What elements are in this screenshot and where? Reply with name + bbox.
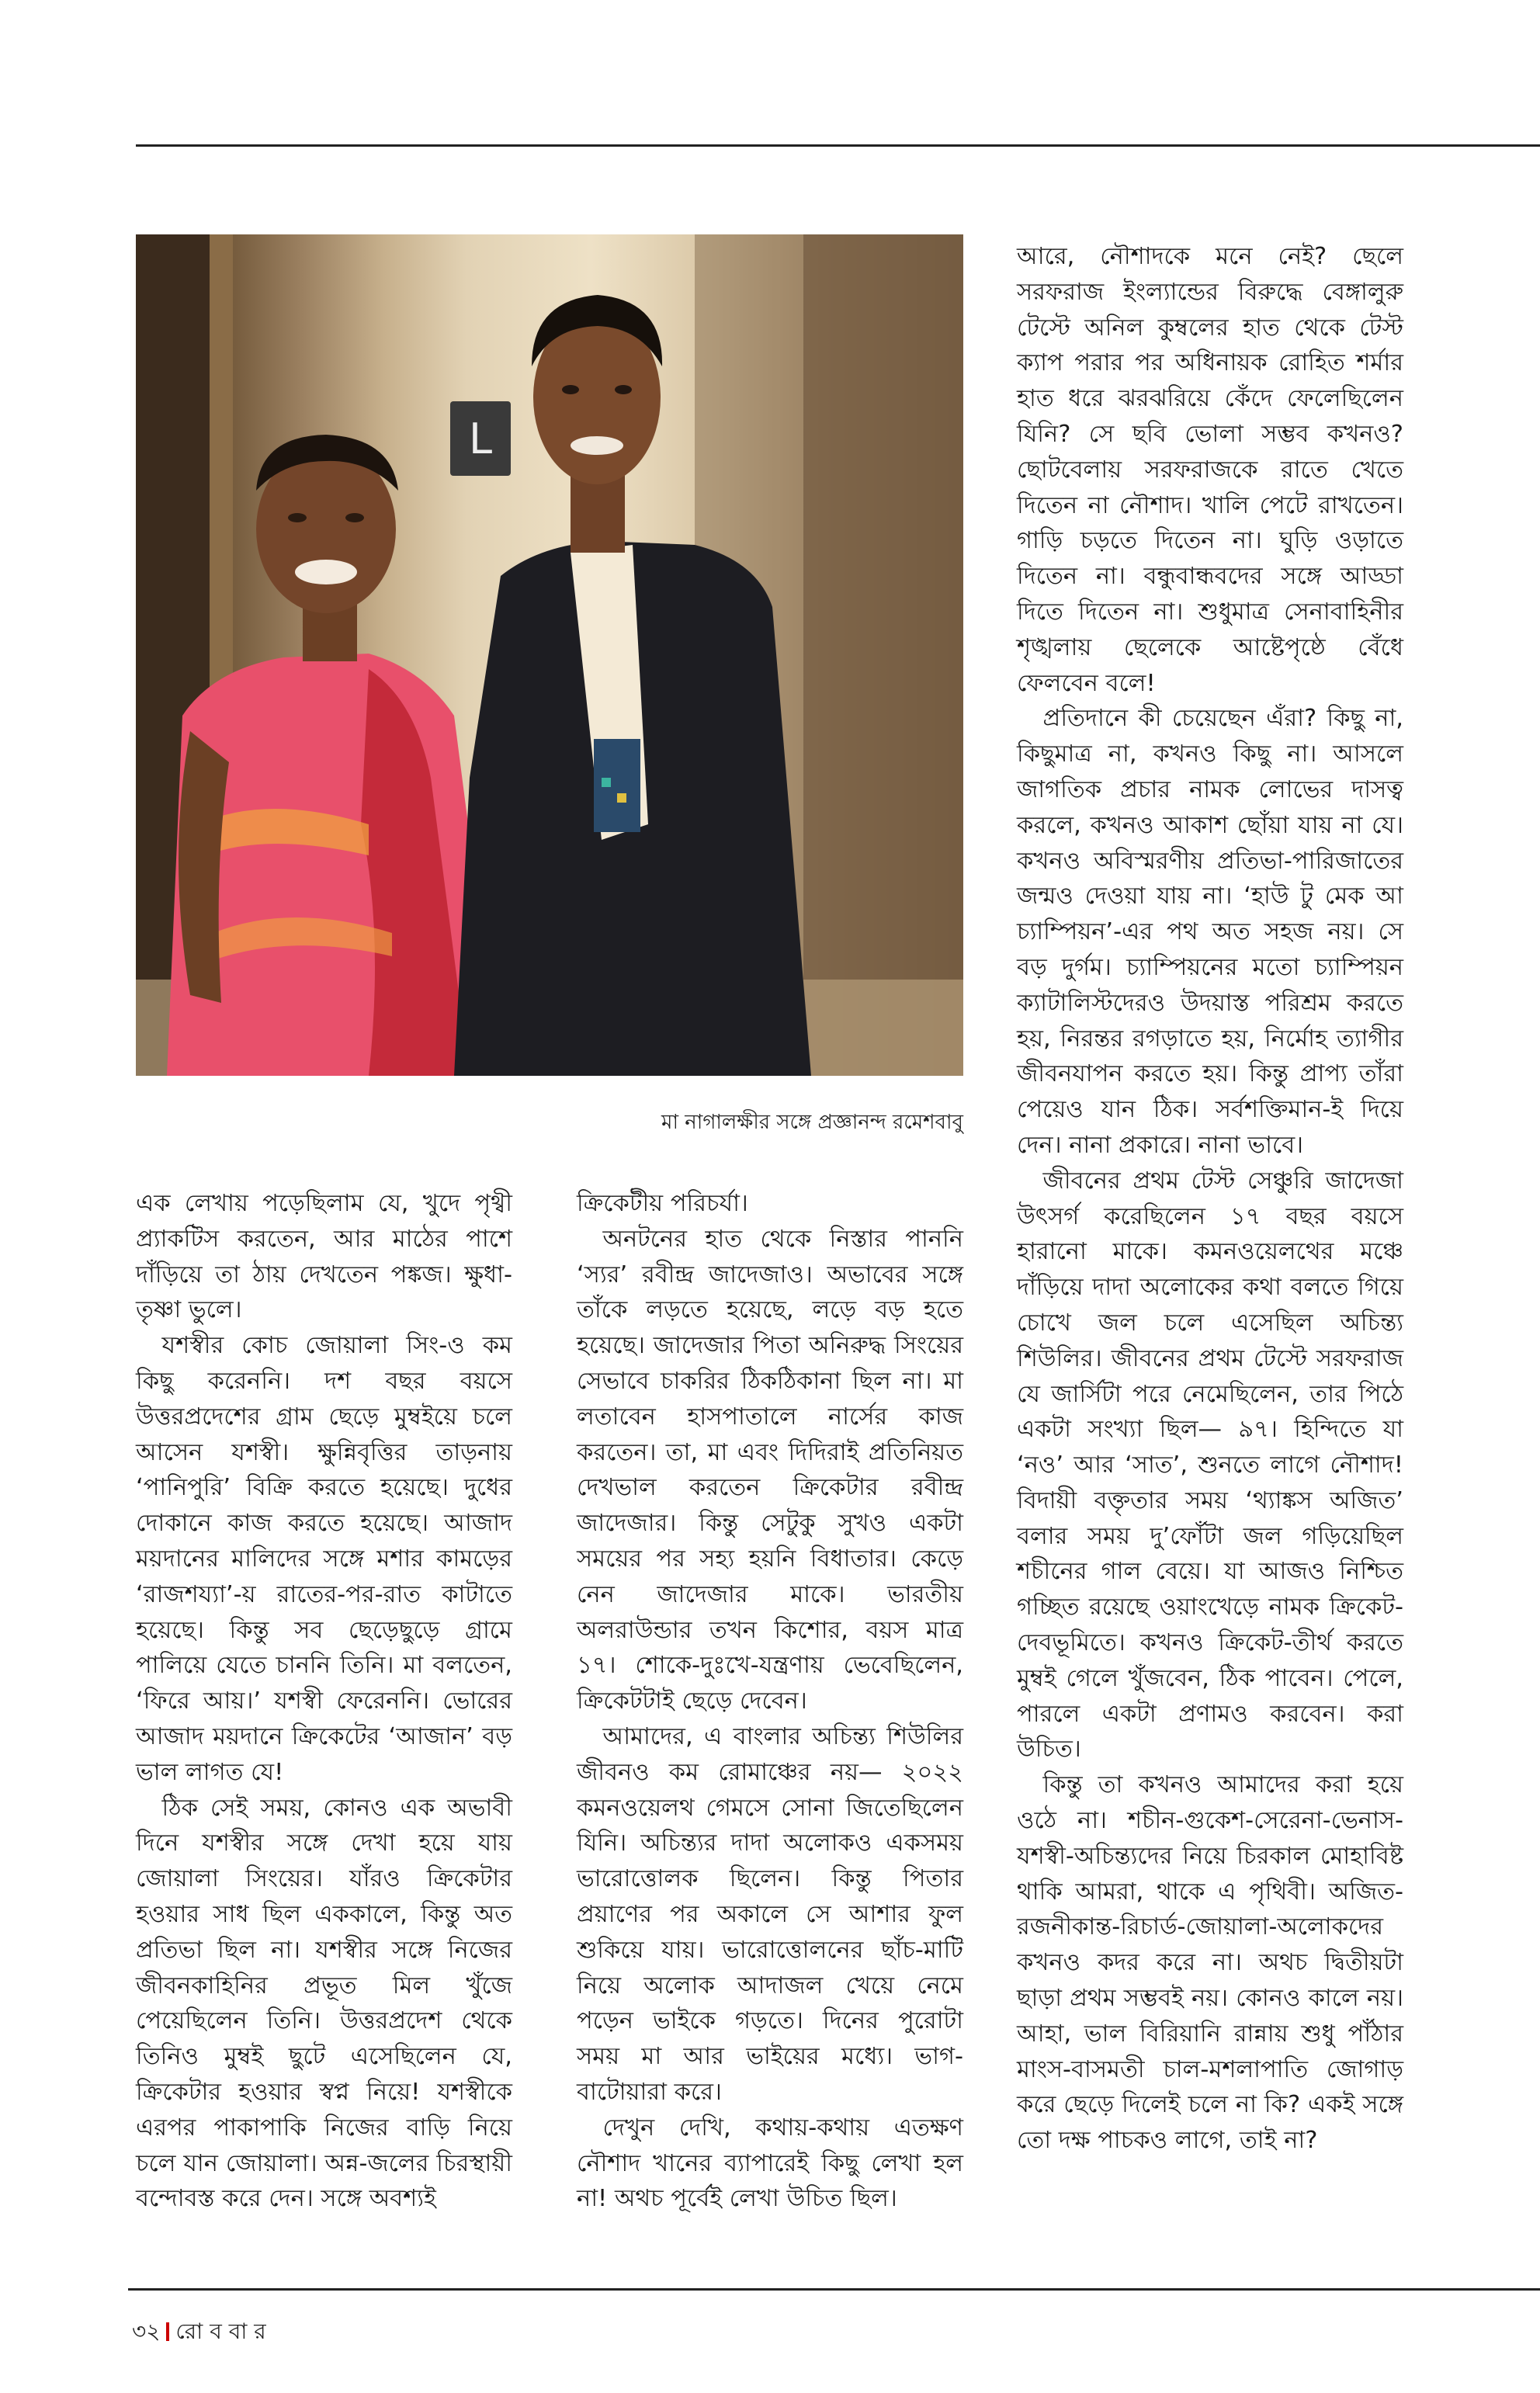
photo-caption: মা নাগালক্ষীর সঙ্গে প্রজ্ঞানন্দ রমেশবাবু: [661, 1111, 963, 1134]
paragraph: আমাদের, এ বাংলার অচিন্ত্য শিউলির জীবনও কম রোমাঞ্চের নয়— ২০২২ কমনওয়েলথ গেমসে সোনা জিতেছিলেন যিনি। অচিন্ত্যর দাদা অলোকও একসময় ভারোত্তোলক ছিলেন। কিন্তু পিতার প্রয়াণের পর অকালে সে আশার ফুল শুকিয়ে যায়। ভারোত্তোলনের ছাঁচ-মাটি নিয়ে অলোক আদাজল খেয়ে নেমে পড়েন ভাইকে গড়তে। দিনের পুরোটা সময় মা আর ভাইয়ের মধ্যে। ভাগ-বাটোয়ারা করে।: [577, 1722, 963, 2106]
paragraph: ক্রিকেটীয় পরিচর্যা।: [577, 1190, 748, 1217]
paragraph: দেখুন দেখি, কথায়-কথায় এতক্ষণ নৌশাদ খানের ব্যাপারেই কিছু লেখা হল না! অথচ পূর্বেই লেখা উচিত ছিল।: [577, 2114, 963, 2213]
elevator-sign: L: [468, 414, 493, 463]
paragraph: আরে, নৌশাদকে মনে নেই? ছেলে সরফরাজ ইংল্যান্ডের বিরুদ্ধে বেঙ্গালুরু টেস্টে অনিল কুম্বলের হাত থেকে টেস্ট ক্যাপ পরার পর অধিনায়ক রোহিত শর্মার হাত ধরে ঝরঝরিয়ে কেঁদে ফেলেছিলেন যিনি? সে ছবি ভোলা সম্ভব কখনও? ছোটবেলায় সরফরাজকে রাতে খেতে দিতেন না নৌশাদ। খালি পেটে রাখতেন। গাড়ি চড়তে দিতেন না। ঘুড়ি ওড়াতে দিতেন না। বন্ধুবান্ধবদের সঙ্গে আড্ডা দিতে দিতেন না। শুধুমাত্র সেনাবাহিনীর শৃঙ্খলায় ছেলেকে আষ্টেপৃষ্ঠে বেঁধে ফেলবেন বলে!: [1017, 243, 1403, 697]
top-rule: [136, 144, 1540, 147]
article-column-1: [136, 1186, 512, 2217]
paragraph: জীবনের প্রথম টেস্ট সেঞ্চুরি জাদেজা উৎসর্গ করেছিলেন ১৭ বছর বয়সে হারানো মাকে। কমনওয়েলথের মঞ্চে দাঁড়িয়ে দাদা অলোকের কথা বলতে গিয়ে চোখে জল চলে এসেছিল অচিন্ত্য শিউলির। জীবনের প্রথম টেস্টে সরফরাজ যে জার্সিটা পরে নেমেছিলেন, তার পিঠে একটা সংখ্যা ছিল— ৯৭। হিন্দিতে যা ‘নও’ আর ‘সাত’, শুনতে লাগে নৌশাদ! বিদায়ী বক্তৃতার সময় ‘থ্যাঙ্কস অজিত’ বলার সময় দু’ফোঁটা জল গড়িয়েছিল শচীনের গাল বেয়ে। যা আজও নিশ্চিত গচ্ছিত রয়েছে ওয়াংখেড়ে নামক ক্রিকেট-দেবভূমিতে। কখনও ক্রিকেট-তীর্থ করতে মুম্বই গেলে খুঁজবেন, ঠিক পাবেন। পেলে, পারলে একটা প্রণামও করবেন। করা উচিত।: [1017, 1167, 1403, 1764]
paragraph: অনটনের হাত থেকে নিস্তার পাননি ‘স্যর’ রবীন্দ্র জাদেজাও। অভাবের সঙ্গে তাঁকে লড়তে হয়েছে, লড়ে বড় হতে হয়েছে। জাদেজার পিতা অনিরুদ্ধ সিংয়ের সেভাবে চাকরির ঠিকঠিকানা ছিল না। মা লতাবেন হাসপাতালে নার্সের কাজ করতেন। তা, মা এবং দিদিরাই প্রতিনিয়ত দেখভাল করতেন ক্রিকেটার রবীন্দ্র জাদেজার। কিন্তু সেটুকু সুখও একটা সময়ের পর সহ্য হয়নি বিধাতার। কেড়ে নেন জাদেজার মাকে। ভারতীয় অলরাউন্ডার তখন কিশোর, বয়স মাত্র ১৭। শোকে-দুঃখে-যন্ত্রণায় ভেবেছিলেন, ক্রিকেটটাই ছেড়ে দেবেন।: [577, 1225, 963, 1715]
footer-separator: [166, 2322, 169, 2341]
article-column-2: [577, 1186, 963, 2217]
paragraph: এক লেখায় পড়েছিলাম যে, খুদে পৃথ্বী প্র্যাকটিস করতেন, আর মাঠের পাশে দাঁড়িয়ে তা ঠায় দেখতেন পঙ্কজ। ক্ষুধা-তৃষ্ণা ভুলে।: [136, 1190, 512, 1324]
page-footer: [132, 2316, 266, 2347]
paragraph: প্রতিদানে কী চেয়েছেন এঁরা? কিছু না, কিছুমাত্র না, কখনও কিছু না। আসলে জাগতিক প্রচার নামক লোভের দাসত্ব করলে, কখনও আকাশ ছোঁয়া যায় না যে। কখনও অবিস্মরণীয় প্রতিভা-পারিজাতের জন্মও দেওয়া যায় না। ‘হাউ টু মেক আ চ্যাম্পিয়ন’-এর পথ অত সহজ নয়। সে বড় দুর্গম। চ্যাম্পিয়নের মতো চ্যাম্পিয়ন ক্যাটালিস্টদেরও উদয়াস্ত পরিশ্রম করতে হয়, নিরন্তর রগড়াতে হয়, নির্মোহ ত্যাগীর জীবনযাপন করতে হয়। কিন্তু প্রাপ্য তাঁরা পেয়েও যান ঠিক। সর্বশক্তিমান-ই দিয়ে দেন। নানা প্রকারে। নানা ভাবে।: [1017, 705, 1403, 1159]
photo-illustration: [136, 234, 963, 1076]
article-photo: [136, 234, 963, 1076]
paragraph: কিন্তু তা কখনও আমাদের করা হয়ে ওঠে না। শচীন-গুকেশ-সেরেনা-ভেনাস-যশস্বী-অচিন্ত্যদের নিয়ে চিরকাল মোহাবিষ্ট থাকি আমরা, থাকে এ পৃথিবী। অজিত-রজনীকান্ত-রিচার্ড-জোয়ালা-অলোকদের কখনও কদর করে না। অথচ দ্বিতীয়টা ছাড়া প্রথম সম্ভবই নয়। কোনও কালে নয়। আহা, ভাল বিরিয়ানি রান্নায় শুধু পাঁঠার মাংস-বাসমতী চাল-মশলাপাতি জোগাড় করে ছেড়ে দিলেই চলে না কি? একই সঙ্গে তো দক্ষ পাচকও লাগে, তাই না?: [1017, 1771, 1403, 2155]
article-column-3: [1017, 239, 1403, 2159]
paragraph: যশস্বীর কোচ জোয়ালা সিং-ও কম কিছু করেননি। দশ বছর বয়সে উত্তরপ্রদেশের গ্রাম ছেড়ে মুম্বইয়ে চলে আসেন যশস্বী। ক্ষুন্নিবৃত্তির তাড়নায় ‘পানিপুরি’ বিক্রি করতে হয়েছে। দুধের দোকানে কাজ করতে হয়েছে। আজাদ ময়দানের মালিদের সঙ্গে মশার কামড়ের ‘রাজশয্যা’-য় রাতের-পর-রাত কাটাতে হয়েছে। কিন্তু সব ছেড়েছুড়ে গ্রামে পালিয়ে যেতে চাননি তিনি। মা বলতেন, ‘ফিরে আয়।’ যশস্বী ফেরেননি। ভোরের আজাদ ময়দানে ক্রিকেটের ‘আজান’ বড় ভাল লাগত যে!: [136, 1332, 512, 1786]
bottom-rule: [128, 2288, 1540, 2291]
page-number: ৩২: [132, 2318, 161, 2344]
paragraph: ঠিক সেই সময়, কোনও এক অভাবী দিনে যশস্বীর সঙ্গে দেখা হয়ে যায় জোয়ালা সিংয়ের। যাঁরও ক্রিকেটার হওয়ার সাধ ছিল এককালে, কিন্তু অত প্রতিভা ছিল না। যশস্বীর সঙ্গে নিজের জীবনকাহিনির প্রভূত মিল খুঁজে পেয়েছিলেন তিনি। উত্তরপ্রদেশ থেকে তিনিও মুম্বই ছুটে এসেছিলেন যে, ক্রিকেটার হওয়ার স্বপ্ন নিয়ে! যশস্বীকে এরপর পাকাপাকি নিজের বাড়ি নিয়ে চলে যান জোয়ালা। অন্ন-জলের চিরস্থায়ী বন্দোবস্ত করে দেন। সঙ্গে অবশ্যই: [136, 1794, 512, 2213]
magazine-name: রো ব বা র: [175, 2318, 266, 2344]
